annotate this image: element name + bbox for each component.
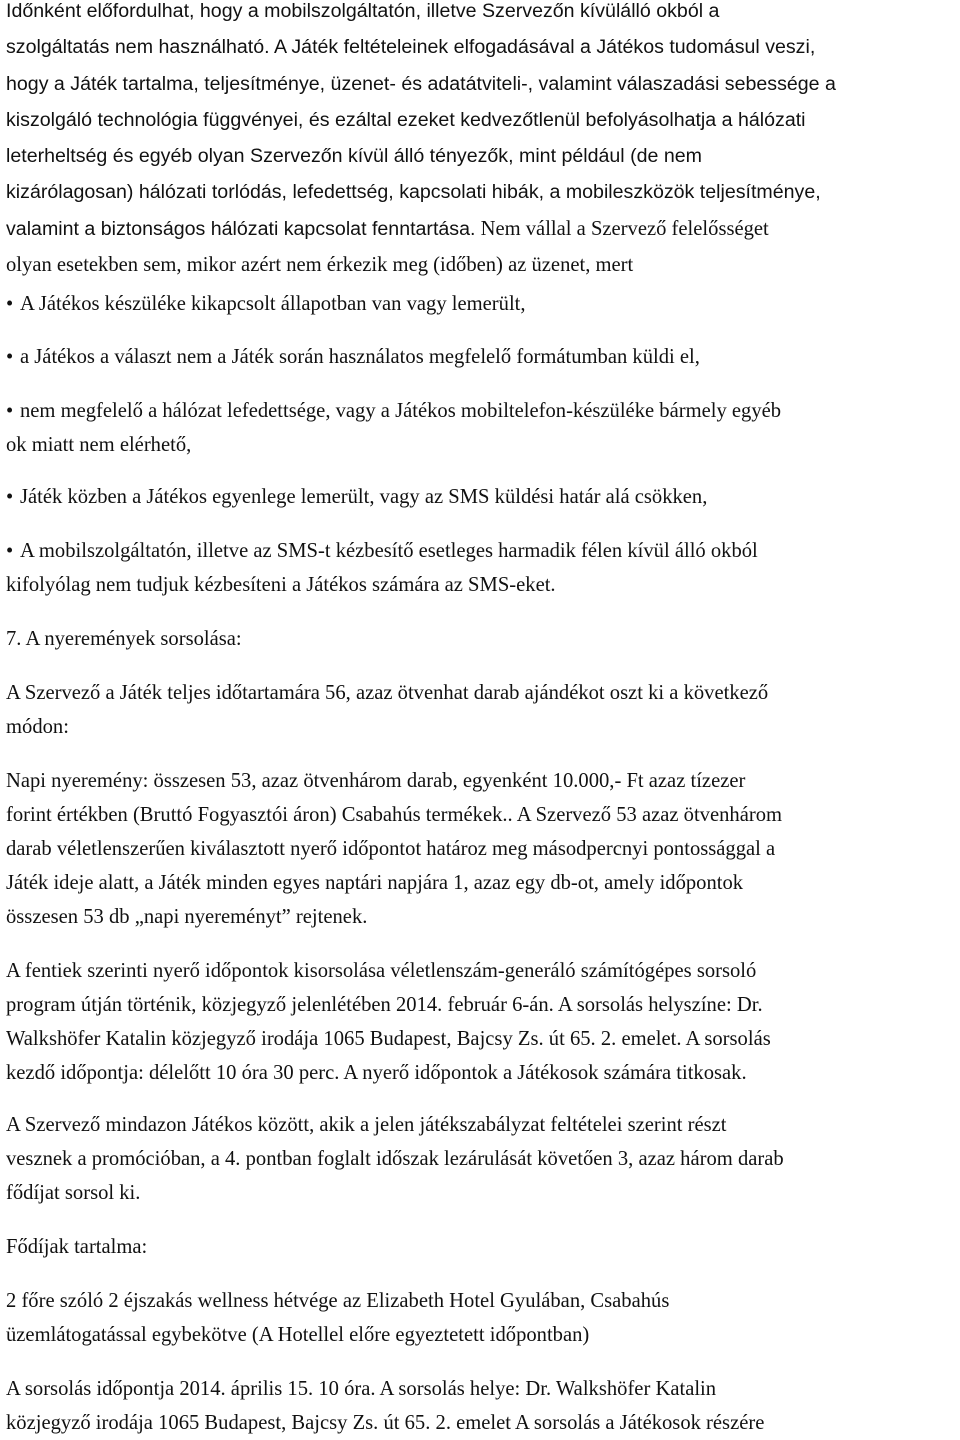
main-prize-paragraph: A Szervező mindazon Játékos között, akik a jelen játékszabályzat feltételei szerint részt vesznek a promócióban, a 4. pontban foglalt időszak lezárulását követően 3, azaz három darab fődíjat sorsol ki. <box>6 1114 784 1204</box>
bullet-item-3 <box>6 394 781 462</box>
bullet-item-2 <box>6 340 700 374</box>
section-heading: 7. A nyeremények sorsolása: <box>6 628 242 650</box>
main-draw-date-paragraph: A sorsolás időpontja 2014. április 15. 10 óra. A sorsolás helye: Dr. Walkshöfer Katalin közjegyző irodája 1065 Budapest, Bajcsy Zs. út 65. 2. emelet A sorsolás a Játékosok részére <box>6 1378 765 1434</box>
main-prize-description: 2 főre szóló 2 éjszakás wellness hétvége az Elizabeth Hotel Gyulában, Csabahús üzemlátogatással egybekötve (A Hotellel előre egyeztetett időpontban) <box>6 1290 670 1346</box>
daily-prize-paragraph: Napi nyeremény: összesen 53, azaz ötvenhárom darab, egyenként 10.000,- Ft azaz tízezer forint értékben (Bruttó Fogyasztói áron) Csabahús termékek.. A Szervező 53 azaz ötvenhárom darab véletlenszerűen kiválasztott nyerő időpontot határoz meg másodpercnyi pontossággal a Játék ideje alatt, a Játék minden egyes naptári napjára 1, azaz egy db-ot, amely időpontok összesen 53 db „napi nyereményt” rejtenek. <box>6 770 783 928</box>
bullet-text: Játék közben a Játékos egyenlege lemerült, vagy az SMS küldési határ alá csökken, <box>20 486 708 508</box>
bullet-symbol: • <box>6 346 14 368</box>
bullet-item-5 <box>6 534 758 602</box>
bullet-symbol: • <box>6 400 14 422</box>
bullet-text: A mobilszolgáltatón, illetve az SMS-t kézbesítő esetleges harmadik félen kívül álló okból kifolyólag nem tudjuk kézbesíteni a Játékos számára az SMS-eket. <box>6 540 758 596</box>
bullet-symbol: • <box>6 293 14 315</box>
intro-paragraph-serif-part: Nem vállal a Szervező felelősséget olyan esetekben sem, mikor azért nem érkezik meg (időben) az üzenet, mert <box>6 217 769 277</box>
bullet-symbol: • <box>6 486 14 508</box>
bullet-text: nem megfelelő a hálózat lefedettsége, vagy a Játékos mobiltelefon-készüléke bármely egyéb ok miatt nem elérhető, <box>6 400 782 456</box>
main-prize-contents-label: Fődíjak tartalma: <box>6 1236 148 1258</box>
bullet-item-4 <box>6 480 707 514</box>
bullet-text: A Játékos készüléke kikapcsolt állapotban van vagy lemerült, <box>20 293 526 315</box>
intro-paragraph <box>6 0 836 284</box>
prize-count-paragraph: A Szervező a Játék teljes időtartamára 56, azaz ötvenhat darab ajándékot oszt ki a következő módon: <box>6 682 769 738</box>
draw-procedure-paragraph: A fentiek szerinti nyerő időpontok kisorsolása véletlenszám-generáló számítógépes sorsoló program útján történik, közjegyző jelenlétében 2014. február 6-án. A sorsolás helyszíne: Dr. Walkshöfer Katalin közjegyző irodája 1065 Budapest, Bajcsy Zs. út 65. 2. emelet. A sorsolás kezdő időpontja: délelőtt 10 óra 30 perc. A nyerő időpontok a Játékosok számára titkosak. <box>6 960 771 1084</box>
intro-paragraph-sans-part: Időnként előfordulhat, hogy a mobilszolgáltatón, illetve Szervezőn kívülálló okból a szolgáltatás nem használható. A Játék feltételeinek elfogadásával a Játékos tudomásul veszi, hogy a Játék tartalma, teljesítménye, üzenet- és adatátviteli-, valamint válaszadási sebessége a kiszolgáló technológia függvényei, és ezáltal ezeket kedvezőtlenül befolyásolhatja a hálózati leterheltség és egyéb olyan Szervezőn kívül álló tényezők, mint például (de nem kizárólagosan) hálózati torlódás, lefedettség, kapcsolati hibák, a mobileszközök teljesítménye, valamint a biztonságos hálózati kapcsolat fenntartása. <box>6 0 836 240</box>
bullet-item-1 <box>6 287 526 321</box>
bullet-text: a Játékos a választ nem a Játék során használatos megfelelő formátumban küldi el, <box>20 346 700 368</box>
bullet-symbol: • <box>6 540 14 562</box>
